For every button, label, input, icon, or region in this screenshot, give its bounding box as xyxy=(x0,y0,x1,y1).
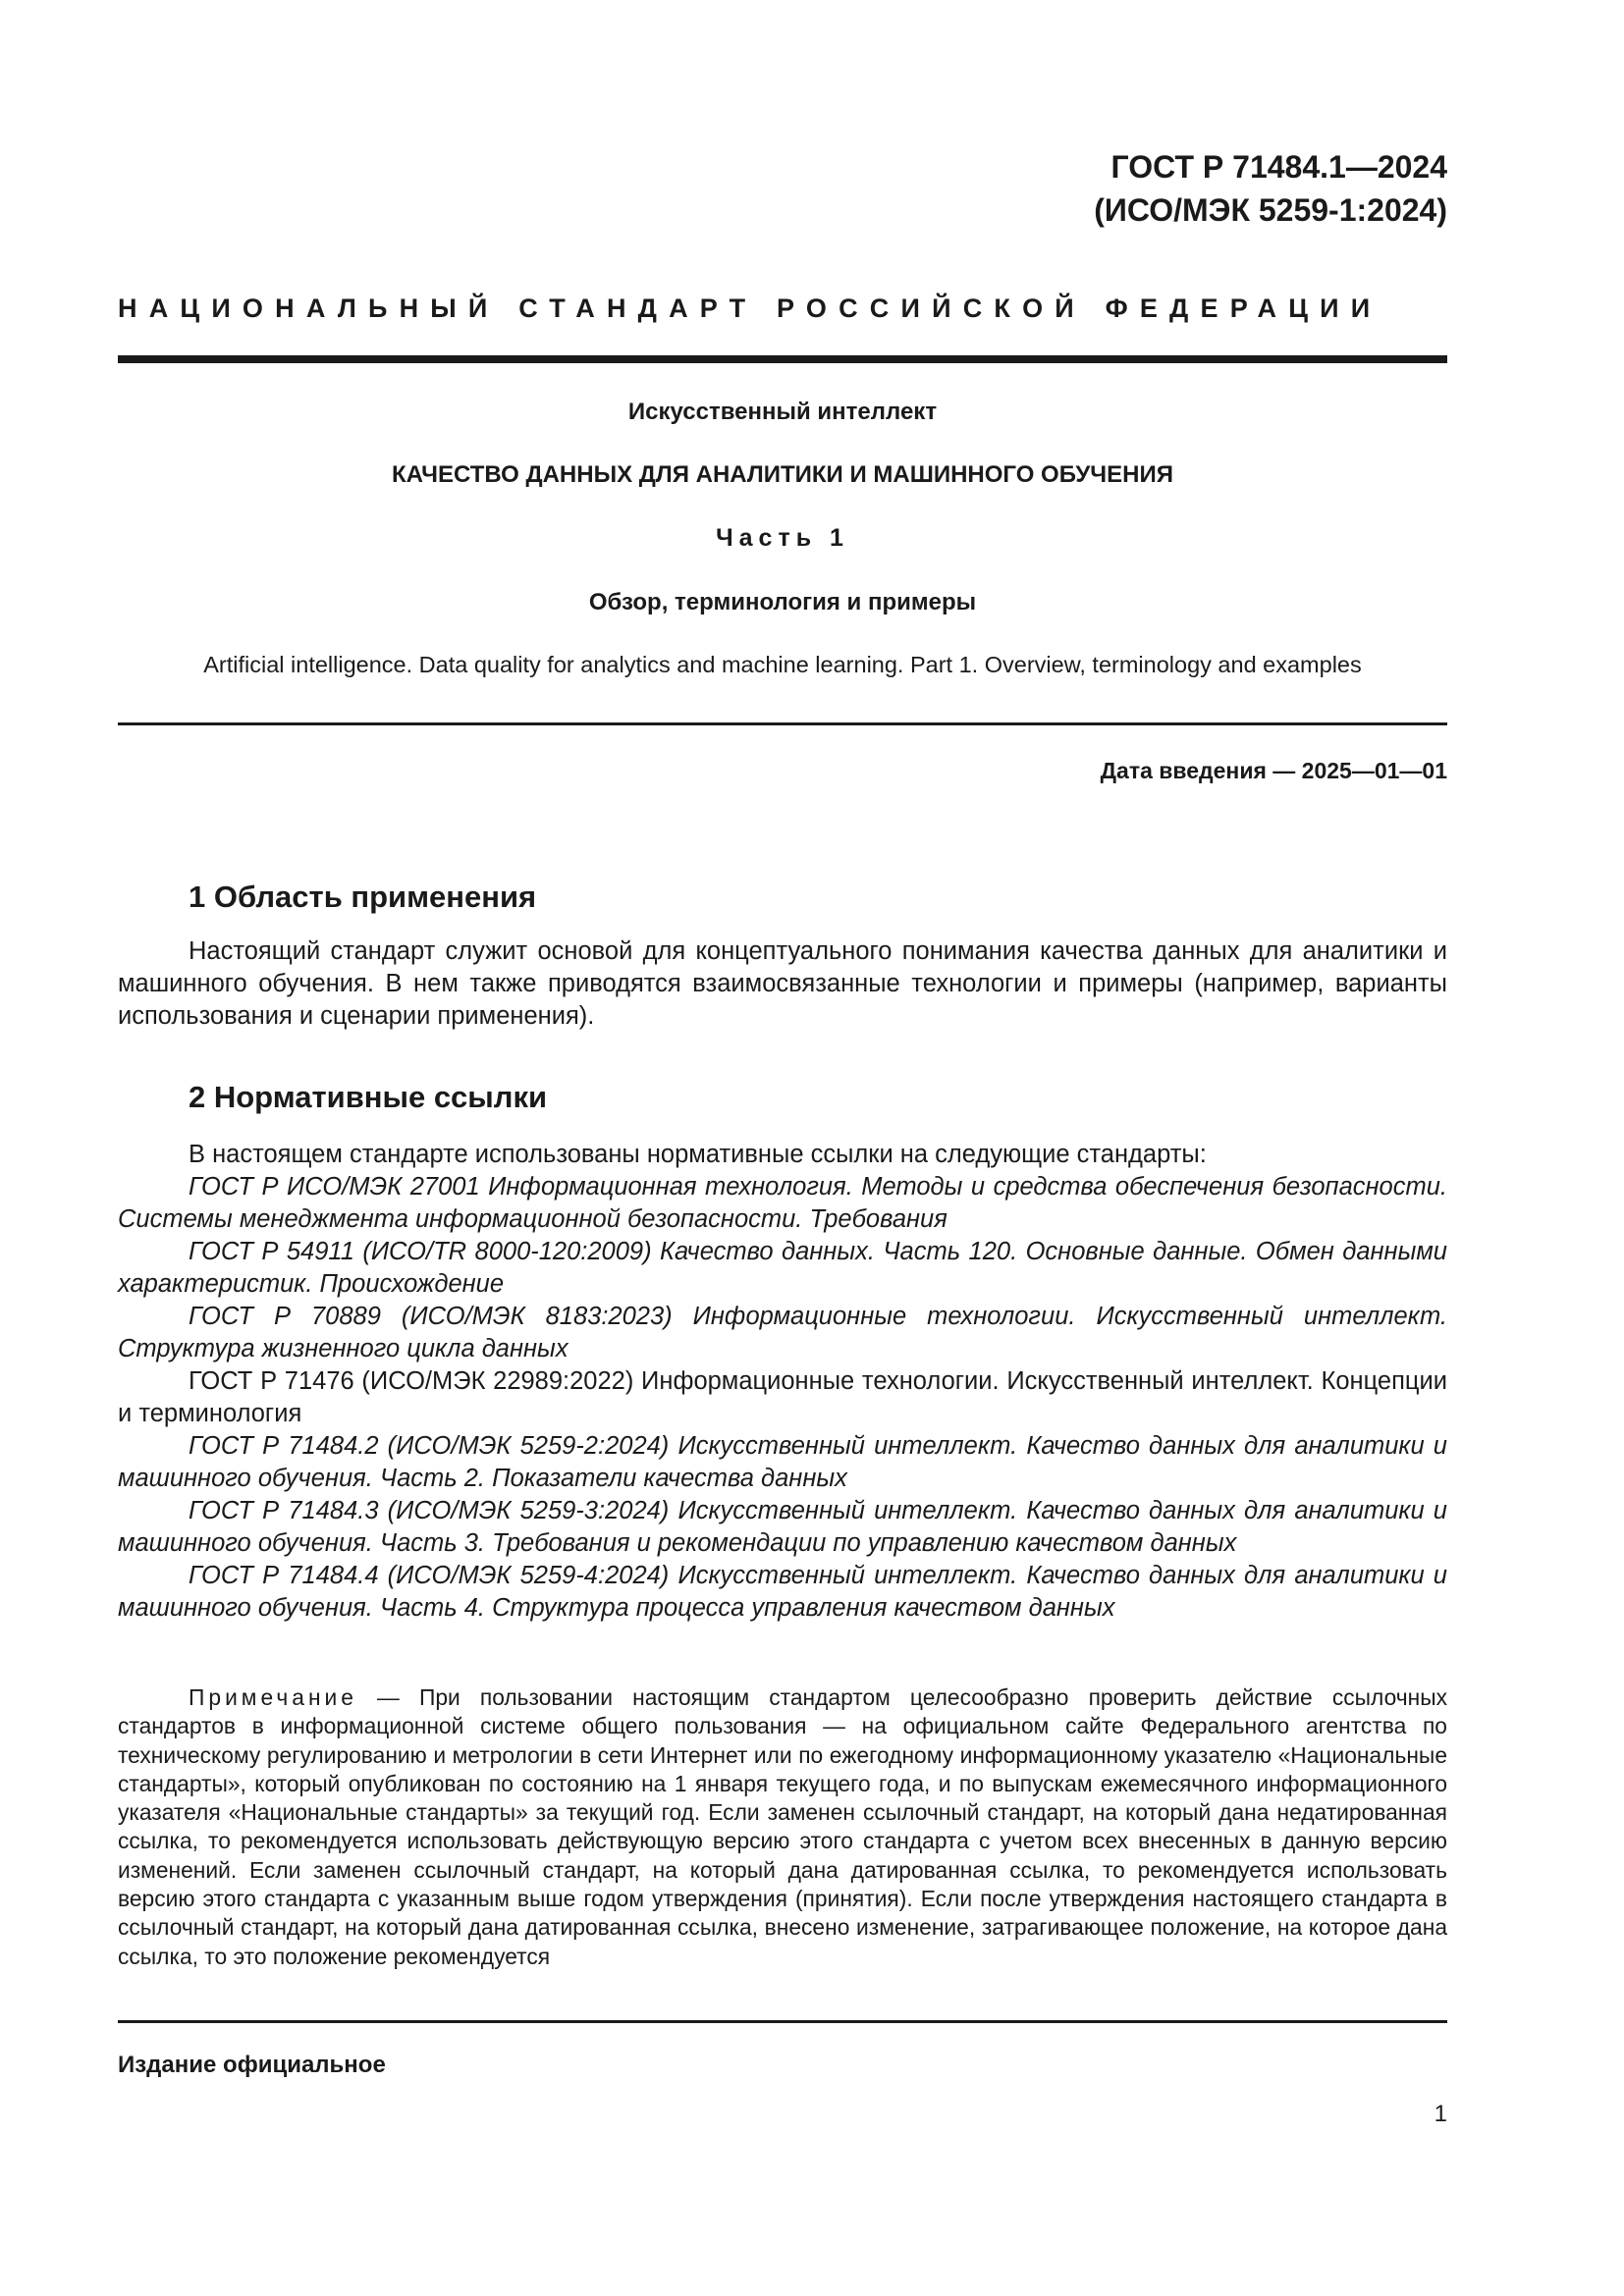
note-label: Примечание xyxy=(189,1684,357,1710)
reference-item: ГОСТ Р 71476 (ИСО/МЭК 22989:2022) Информационные технологии. Искусственный интеллект. Концепции и терминология xyxy=(118,1367,1447,1427)
standard-code xyxy=(1094,145,1447,232)
standard-code-gost: ГОСТ Р 71484.1—2024 xyxy=(1110,149,1447,185)
official-edition-label: Издание официальное xyxy=(118,2052,386,2078)
english-title: Artificial intelligence. Data quality for analytics and machine learning. Part 1. Overview, terminology and examples xyxy=(203,652,1362,677)
reference-item: ГОСТ Р 70889 (ИСО/МЭК 8183:2023) Информационные технологии. Искусственный интеллект. Структура жизненного цикла данных xyxy=(118,1303,1447,1362)
section-1-heading: 1 Область применения xyxy=(189,880,537,914)
part-title: Часть 1 xyxy=(716,524,849,552)
main-title: КАЧЕСТВО ДАННЫХ ДЛЯ АНАЛИТИКИ И МАШИННОГО ОБУЧЕНИЯ xyxy=(392,461,1173,488)
scope-paragraph: Настоящий стандарт служит основой для концептуального понимания качества данных для аналитики и машинного обучения. В нем также приводятся взаимосвязанные технологии и примеры (например, варианты использования и сценарии применения). xyxy=(118,937,1447,1030)
note-block xyxy=(118,1683,1447,1971)
references-list xyxy=(118,1139,1447,1625)
topic-title: Искусственный интеллект xyxy=(627,399,938,425)
top-divider xyxy=(118,355,1447,363)
title-divider xyxy=(118,722,1447,725)
reference-item: ГОСТ Р 71484.3 (ИСО/МЭК 5259-3:2024) Искусственный интеллект. Качество данных для аналитики и машинного обучения. Часть 3. Требования и рекомендации по управлению качеством данных xyxy=(118,1497,1447,1557)
national-standard-banner: НАЦИОНАЛЬНЫЙ СТАНДАРТ РОССИЙСКОЙ ФЕДЕРАЦИИ xyxy=(118,294,1382,323)
section-2-heading: 2 Нормативные ссылки xyxy=(189,1080,548,1114)
reference-item: ГОСТ Р 71484.2 (ИСО/МЭК 5259-2:2024) Искусственный интеллект. Качество данных для аналитики и машинного обучения. Часть 2. Показатели качества данных xyxy=(118,1432,1447,1492)
document-page xyxy=(118,0,1447,2296)
note-paragraph xyxy=(118,1683,1447,1971)
reference-item: ГОСТ Р ИСО/МЭК 27001 Информационная технология. Методы и средства обеспечения безопасности. Системы менеджмента информационной безопасности. Требования xyxy=(118,1173,1447,1233)
subtitle: Обзор, терминология и примеры xyxy=(588,589,977,615)
footer-divider xyxy=(118,2020,1447,2023)
references-intro: В настоящем стандарте использованы нормативные ссылки на следующие стандарты: xyxy=(189,1141,1207,1168)
note-text: — При пользовании настоящим стандартом целесообразно проверить действие ссылочных стандартов в информационной системе общего пользования — на официальном сайте Федерального агентства по техническому регулированию и метрологии в сети Интернет или по ежегодному информационному указателю «Национальные стандарты», который опубликован по состоянию на 1 января текущего года, и по выпускам ежемесячного информационного указателя «Национальные стандарты» за текущий год. Если заменен ссылочный стандарт, на который дана недатированная ссылка, то рекомендуется использовать действующую версию этого стандарта с учетом всех внесенных в данную версию изменений. Если заменен ссылочный стандарт, на который дана датированная ссылка, то рекомендуется использовать версию этого стандарта с указанным выше годом утверждения (принятия). Если после утверждения настоящего стандарта в ссылочный стандарт, на который дана датированная ссылка, внесено изменение, затрагивающее положение, на которое дана ссылка, то это положение рекомендуется xyxy=(118,1684,1447,1969)
reference-item: ГОСТ Р 54911 (ИСО/TR 8000-120:2009) Качество данных. Часть 120. Основные данные. Обмен данными характеристик. Происхождение xyxy=(118,1238,1447,1298)
reference-item: ГОСТ Р 71484.4 (ИСО/МЭК 5259-4:2024) Искусственный интеллект. Качество данных для аналитики и машинного обучения. Часть 4. Структура процесса управления качеством данных xyxy=(118,1562,1447,1622)
page-number: 1 xyxy=(1434,2101,1447,2127)
standard-code-iso: (ИСО/МЭК 5259-1:2024) xyxy=(1094,192,1447,228)
section-1-body xyxy=(118,935,1447,1033)
introduction-date: Дата введения — 2025—01—01 xyxy=(1100,758,1447,783)
